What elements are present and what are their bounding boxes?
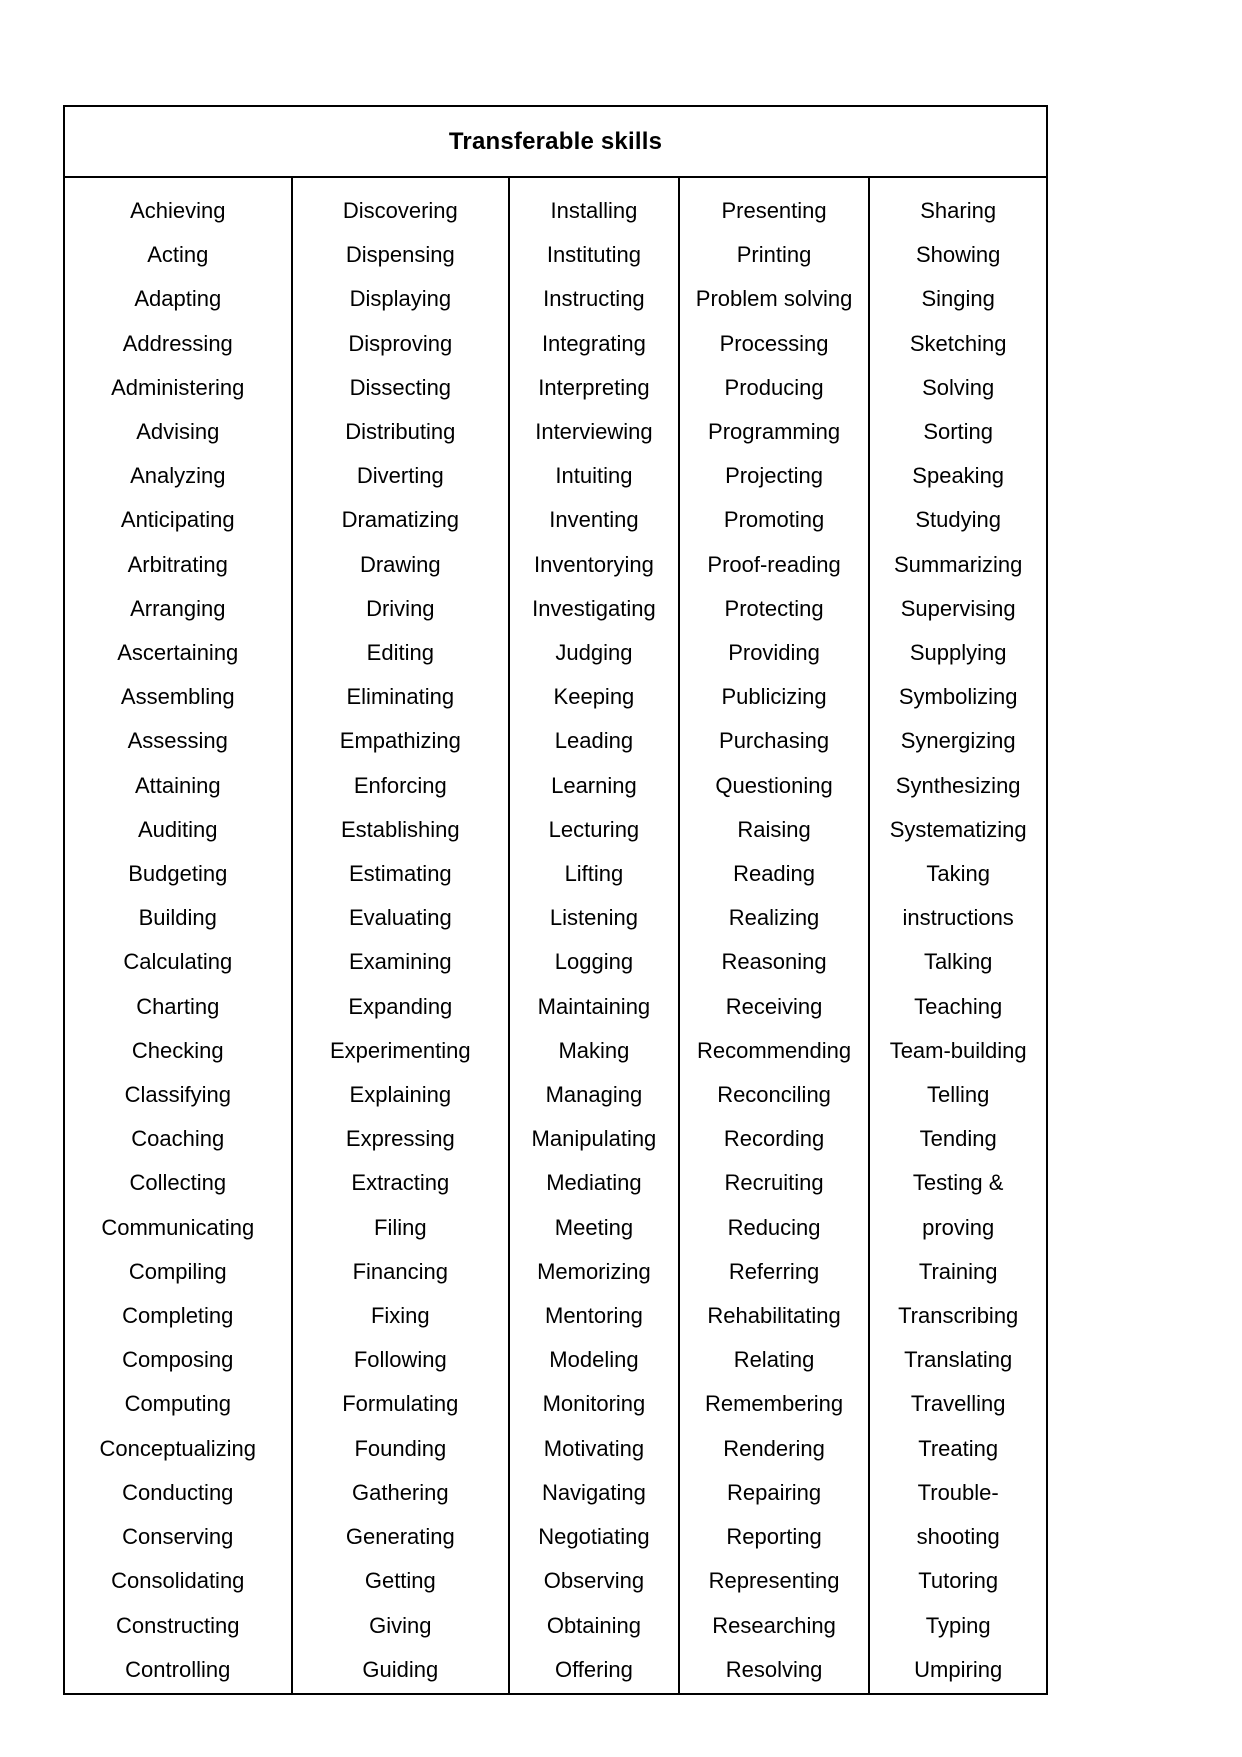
skill-item: Installing (550, 198, 638, 223)
skill-item: Representing (708, 1568, 840, 1594)
skill-item: Acting (147, 242, 209, 268)
skill-item: Relating (733, 1347, 815, 1373)
skill-item: Learning (551, 772, 637, 798)
skills-column-d-g (291, 178, 509, 1693)
skill-item: Keeping (553, 684, 635, 710)
skill-item: Mediating (546, 1170, 642, 1196)
skill-item: Team-building (889, 1037, 1027, 1063)
skill-item: Disproving (348, 330, 453, 356)
skill-item: Instructing (543, 286, 645, 312)
skill-item: Problem solving (695, 286, 853, 312)
skill-item: Coaching (131, 1126, 225, 1152)
skill-item: Lifting (564, 861, 624, 887)
skill-item: Treating (918, 1435, 999, 1461)
skill-item: Controlling (125, 1656, 231, 1682)
skill-item: Guiding (362, 1656, 439, 1682)
skill-item: Discovering (342, 198, 458, 223)
skill-item: Navigating (541, 1479, 646, 1505)
skill-item: Advising (136, 419, 220, 445)
skill-item: Reconciling (717, 1082, 831, 1108)
skill-item: Speaking (912, 463, 1005, 489)
skill-item: Charting (136, 993, 220, 1019)
skill-item: Sketching (909, 330, 1007, 356)
skill-item: Studying (915, 507, 1001, 533)
skill-item: Interviewing (535, 419, 653, 445)
skill-item: Sorting (923, 419, 994, 445)
skill-item: Receiving (725, 993, 823, 1019)
skill-item: Solving (922, 374, 995, 400)
skill-item: Attaining (134, 772, 221, 798)
skill-item: Conserving (122, 1524, 234, 1550)
skill-item: Purchasing (719, 728, 830, 754)
skill-item: Giving (369, 1612, 432, 1638)
skill-item: Inventorying (533, 551, 654, 577)
skill-item: Generating (345, 1524, 455, 1550)
skill-item: Motivating (543, 1435, 645, 1461)
table-header (65, 107, 1046, 178)
skill-item: Sharing (920, 198, 997, 223)
skill-item: Researching (712, 1612, 836, 1638)
skill-item: Empathizing (339, 728, 461, 754)
skill-item: Assessing (127, 728, 228, 754)
skill-item: Addressing (122, 330, 233, 356)
skill-item: Questioning (715, 772, 833, 798)
skill-item: Conducting (122, 1479, 234, 1505)
skill-item: Programming (708, 419, 841, 445)
skill-item: Umpiring (914, 1656, 1003, 1682)
skill-item: Eliminating (346, 684, 455, 710)
skill-item: Trouble-shooting (916, 1479, 1000, 1550)
skill-item: Making (558, 1037, 630, 1063)
skill-item: Composing (122, 1347, 234, 1373)
skill-item: Testing & proving (912, 1170, 1004, 1240)
skill-item: Reporting (726, 1524, 822, 1550)
skill-item: Talking (923, 949, 993, 975)
skill-item: Typing (925, 1612, 991, 1638)
skill-item: Explaining (349, 1082, 452, 1108)
skill-item: Resolving (725, 1656, 823, 1682)
table-title: Transferable skills (448, 127, 663, 155)
skills-column-p-r (678, 178, 869, 1693)
skill-item: Expressing (345, 1126, 455, 1152)
skill-item: Proof-reading (707, 551, 841, 577)
skill-item: Referring (728, 1258, 820, 1284)
skill-item: Examining (348, 949, 452, 975)
skill-item: Classifying (124, 1082, 231, 1108)
skill-item: Dissecting (349, 374, 452, 400)
skill-item: Drawing (359, 551, 441, 577)
skill-item: Establishing (340, 816, 460, 842)
skill-item: Memorizing (537, 1258, 651, 1284)
skill-item: Getting (364, 1568, 436, 1594)
skill-item: Transcribing (898, 1303, 1019, 1329)
skill-item: Rendering (723, 1435, 825, 1461)
skills-column-s-u (868, 178, 1046, 1693)
skill-item: Judging (555, 640, 633, 666)
skill-item: Projecting (725, 463, 823, 489)
skill-item: Presenting (721, 198, 827, 223)
skill-item: Teaching (914, 993, 1003, 1019)
skill-item: Editing (366, 640, 434, 666)
skill-item: Logging (554, 949, 634, 975)
skill-item: Maintaining (537, 993, 651, 1019)
skill-item: Expanding (348, 993, 453, 1019)
skill-item: Filing (374, 1214, 427, 1240)
skill-item: Lecturing (548, 816, 640, 842)
skill-item: Consolidating (111, 1568, 245, 1594)
skill-item: Financing (352, 1258, 448, 1284)
skill-item: Ascertaining (117, 640, 239, 666)
skill-item: Taking instructions (902, 861, 1014, 931)
skill-item: Interpreting (538, 374, 650, 400)
skill-item: Budgeting (128, 861, 228, 887)
skill-item: Providing (728, 640, 820, 666)
skill-item: Dispensing (345, 242, 455, 268)
skill-item: Compiling (128, 1258, 227, 1284)
skill-item: Following (353, 1347, 447, 1373)
skill-item: Recruiting (724, 1170, 824, 1196)
skills-column-a-c (65, 178, 291, 1693)
skill-item: Summarizing (893, 551, 1023, 577)
skill-item: Adapting (134, 286, 222, 312)
skill-item: Observing (543, 1568, 645, 1594)
skill-item: Driving (366, 595, 435, 621)
skill-item: Managing (545, 1082, 643, 1108)
skill-item: Arbitrating (127, 551, 228, 577)
skill-item: Reasoning (721, 949, 827, 975)
skill-item: Showing (915, 242, 1001, 268)
skill-item: Diverting (356, 463, 444, 489)
transferable-skills-table (63, 105, 1048, 1695)
skill-item: Tutoring (918, 1568, 999, 1594)
skill-item: Raising (737, 816, 811, 842)
skill-item: Printing (736, 242, 812, 268)
skill-item: Protecting (724, 595, 824, 621)
skill-item: Tending (919, 1126, 997, 1152)
skill-item: Formulating (342, 1391, 459, 1417)
skill-item: Listening (549, 905, 638, 931)
skill-item: Checking (131, 1037, 224, 1063)
skill-item: Supervising (900, 595, 1016, 621)
skill-item: Training (918, 1258, 998, 1284)
skill-item: Enforcing (353, 772, 447, 798)
skill-item: Synthesizing (895, 772, 1021, 798)
skill-item: Telling (926, 1082, 990, 1108)
skill-item: Distributing (345, 419, 456, 445)
skill-item: Producing (724, 374, 824, 400)
skill-item: Remembering (704, 1391, 844, 1417)
skill-item: Leading (554, 728, 634, 754)
skill-item: Supplying (909, 640, 1007, 666)
table-body (65, 178, 1046, 1693)
skill-item: Travelling (910, 1391, 1006, 1417)
skill-item: Computing (124, 1391, 231, 1417)
skill-item: Extracting (351, 1170, 450, 1196)
skill-item: Achieving (130, 198, 226, 223)
skill-item: Arranging (130, 595, 226, 621)
skill-item: Displaying (349, 286, 452, 312)
skill-item: Intuiting (555, 463, 633, 489)
skill-item: Meeting (554, 1214, 634, 1240)
skill-item: Experimenting (329, 1037, 471, 1063)
skill-item: Communicating (101, 1214, 255, 1240)
skill-item: Reading (733, 861, 816, 887)
skill-item: Realizing (728, 905, 820, 931)
skill-item: Auditing (138, 816, 218, 842)
skill-item: Processing (719, 330, 829, 356)
skill-item: Recording (723, 1126, 825, 1152)
skill-item: Assembling (120, 684, 235, 710)
skill-item: Promoting (723, 507, 825, 533)
skill-item: Anticipating (120, 507, 235, 533)
skill-item: Obtaining (546, 1612, 642, 1638)
skill-item: Analyzing (130, 463, 226, 489)
skill-item: Investigating (532, 595, 656, 621)
skill-item: Instituting (546, 242, 641, 268)
skill-item: Conceptualizing (99, 1435, 257, 1461)
skill-item: Synergizing (900, 728, 1016, 754)
skill-item: Rehabilitating (707, 1303, 841, 1329)
skill-item: Founding (354, 1435, 447, 1461)
skill-item: Repairing (726, 1479, 822, 1505)
skill-item: Modeling (549, 1347, 639, 1373)
skill-item: Integrating (541, 330, 646, 356)
skill-item: Negotiating (538, 1524, 650, 1550)
skill-item: Fixing (370, 1303, 430, 1329)
skill-item: Translating (904, 1347, 1013, 1373)
skill-item: Administering (111, 374, 245, 400)
skill-item: Singing (921, 286, 995, 312)
skill-item: Mentoring (545, 1303, 643, 1329)
skill-item: Symbolizing (898, 684, 1018, 710)
skill-item: Evaluating (348, 905, 452, 931)
skill-item: Collecting (129, 1170, 227, 1196)
skill-item: Recommending (697, 1037, 852, 1063)
skill-item: Reducing (727, 1214, 821, 1240)
skill-item: Completing (122, 1303, 234, 1329)
skill-item: Calculating (123, 949, 233, 975)
skill-item: Inventing (549, 507, 639, 533)
skill-item: Dramatizing (341, 507, 459, 533)
skill-item: Building (138, 905, 217, 931)
skill-item: Constructing (116, 1612, 240, 1638)
skill-item: Gathering (352, 1479, 449, 1505)
skill-item: Monitoring (542, 1391, 646, 1417)
skill-item: Systematizing (889, 816, 1027, 842)
skill-item: Offering (554, 1656, 633, 1682)
skills-column-i-o (508, 178, 678, 1693)
skill-item: Estimating (348, 861, 452, 887)
skill-item: Manipulating (531, 1126, 657, 1152)
skill-item: Publicizing (721, 684, 827, 710)
